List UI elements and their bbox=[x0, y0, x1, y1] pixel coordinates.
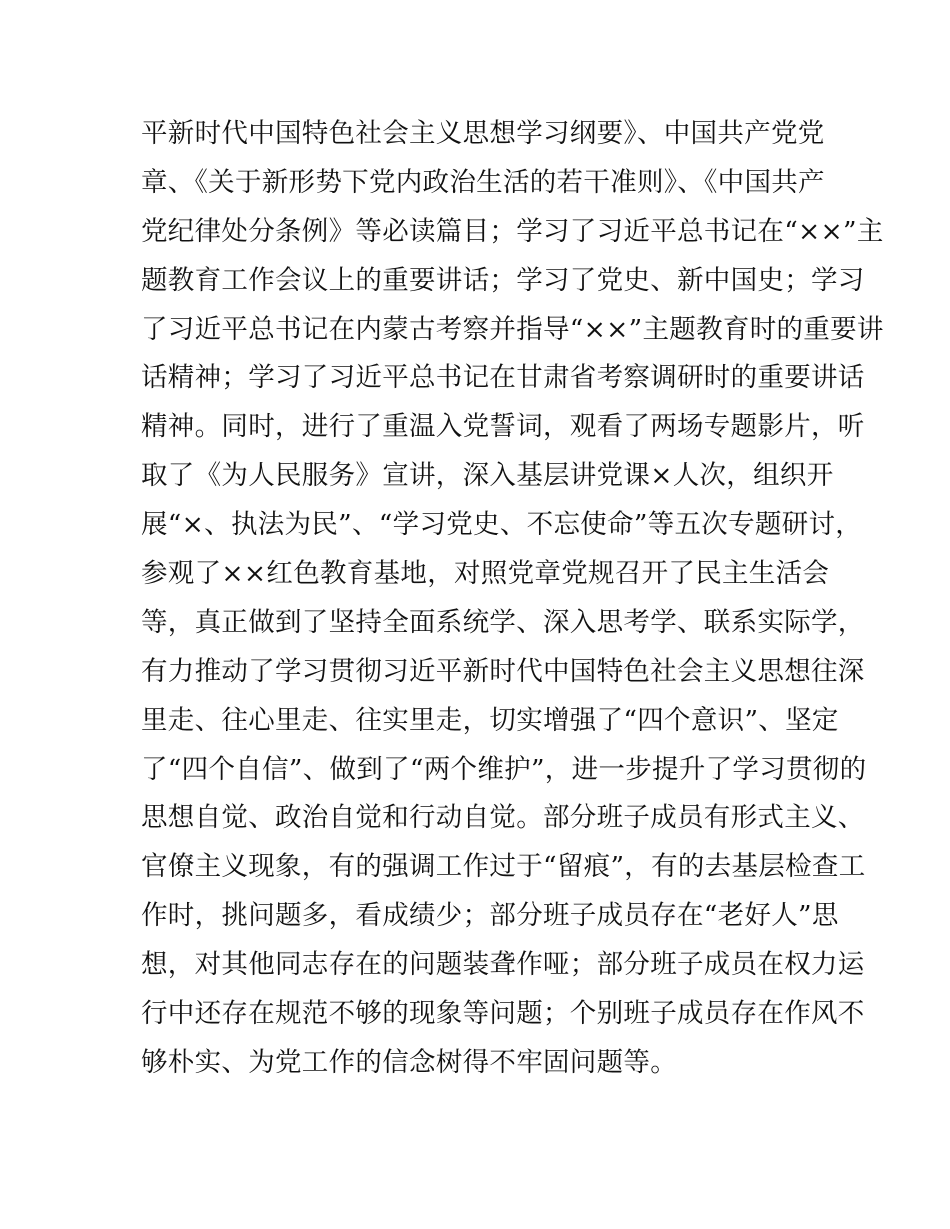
paragraph-line: 官僚主义现象，有的强调工作过于“留痕”，有的去基层检查工 bbox=[141, 851, 866, 883]
paragraph-line: 题教育工作会议上的重要讲话；学习了党史、新中国史；学习 bbox=[141, 264, 865, 296]
paragraph-line: 取了《为人民服务》宣讲，深入基层讲党课×人次，组织开 bbox=[141, 460, 834, 492]
paragraph-line: 行中还存在规范不够的现象等问题；个别班子成员存在作风不 bbox=[141, 998, 865, 1030]
paragraph-line: 章、《关于新形势下党内政治生活的若干准则》、《中国共产 bbox=[141, 166, 825, 198]
paragraph-line: 党纪律处分条例》等必读篇目；学习了习近平总书记在“××”主 bbox=[141, 215, 884, 247]
paragraph-line: 平新时代中国特色社会主义思想学习纲要》、中国共产党党 bbox=[141, 118, 825, 149]
paragraph-line: 有力推动了学习贯彻习近平新时代中国特色社会主义思想往深 bbox=[141, 655, 865, 687]
paragraph-line: 话精神；学习了习近平总书记在甘肃省考察调研时的重要讲话 bbox=[141, 362, 865, 394]
paragraph-line: 参观了××红色教育基地，对照党章党规召开了民主生活会 bbox=[141, 558, 830, 590]
paragraph-line: 想，对其他同志存在的问题装聋作哑；部分班子成员在权力运 bbox=[141, 949, 865, 981]
paragraph-line: 作时，挑问题多，看成绩少；部分班子成员存在“老好人”思 bbox=[141, 900, 839, 932]
paragraph-line: 了“四个自信”、做到了“两个维护”，进一步提升了学习贯彻的 bbox=[141, 753, 867, 785]
paragraph-line: 精神。同时，进行了重温入党誓词，观看了两场专题影片，听 bbox=[141, 411, 865, 443]
body-paragraph bbox=[141, 110, 884, 1088]
paragraph-line: 思想自觉、政治自觉和行动自觉。部分班子成员有形式主义、 bbox=[141, 802, 865, 834]
paragraph-line: 等，真正做到了坚持全面系统学、深入思考学、联系实际学， bbox=[141, 606, 865, 638]
paragraph-line: 够朴实、为党工作的信念树得不牢固问题等。 bbox=[141, 1046, 677, 1078]
paragraph-line: 里走、往心里走、往实里走，切实增强了“四个意识”、坚定 bbox=[141, 704, 839, 736]
paragraph-line: 了习近平总书记在内蒙古考察并指导“××”主题教育时的重要讲 bbox=[141, 313, 884, 345]
paragraph-line: 展“×、执法为民”、“学习党史、不忘使命”等五次专题研讨， bbox=[141, 509, 863, 541]
